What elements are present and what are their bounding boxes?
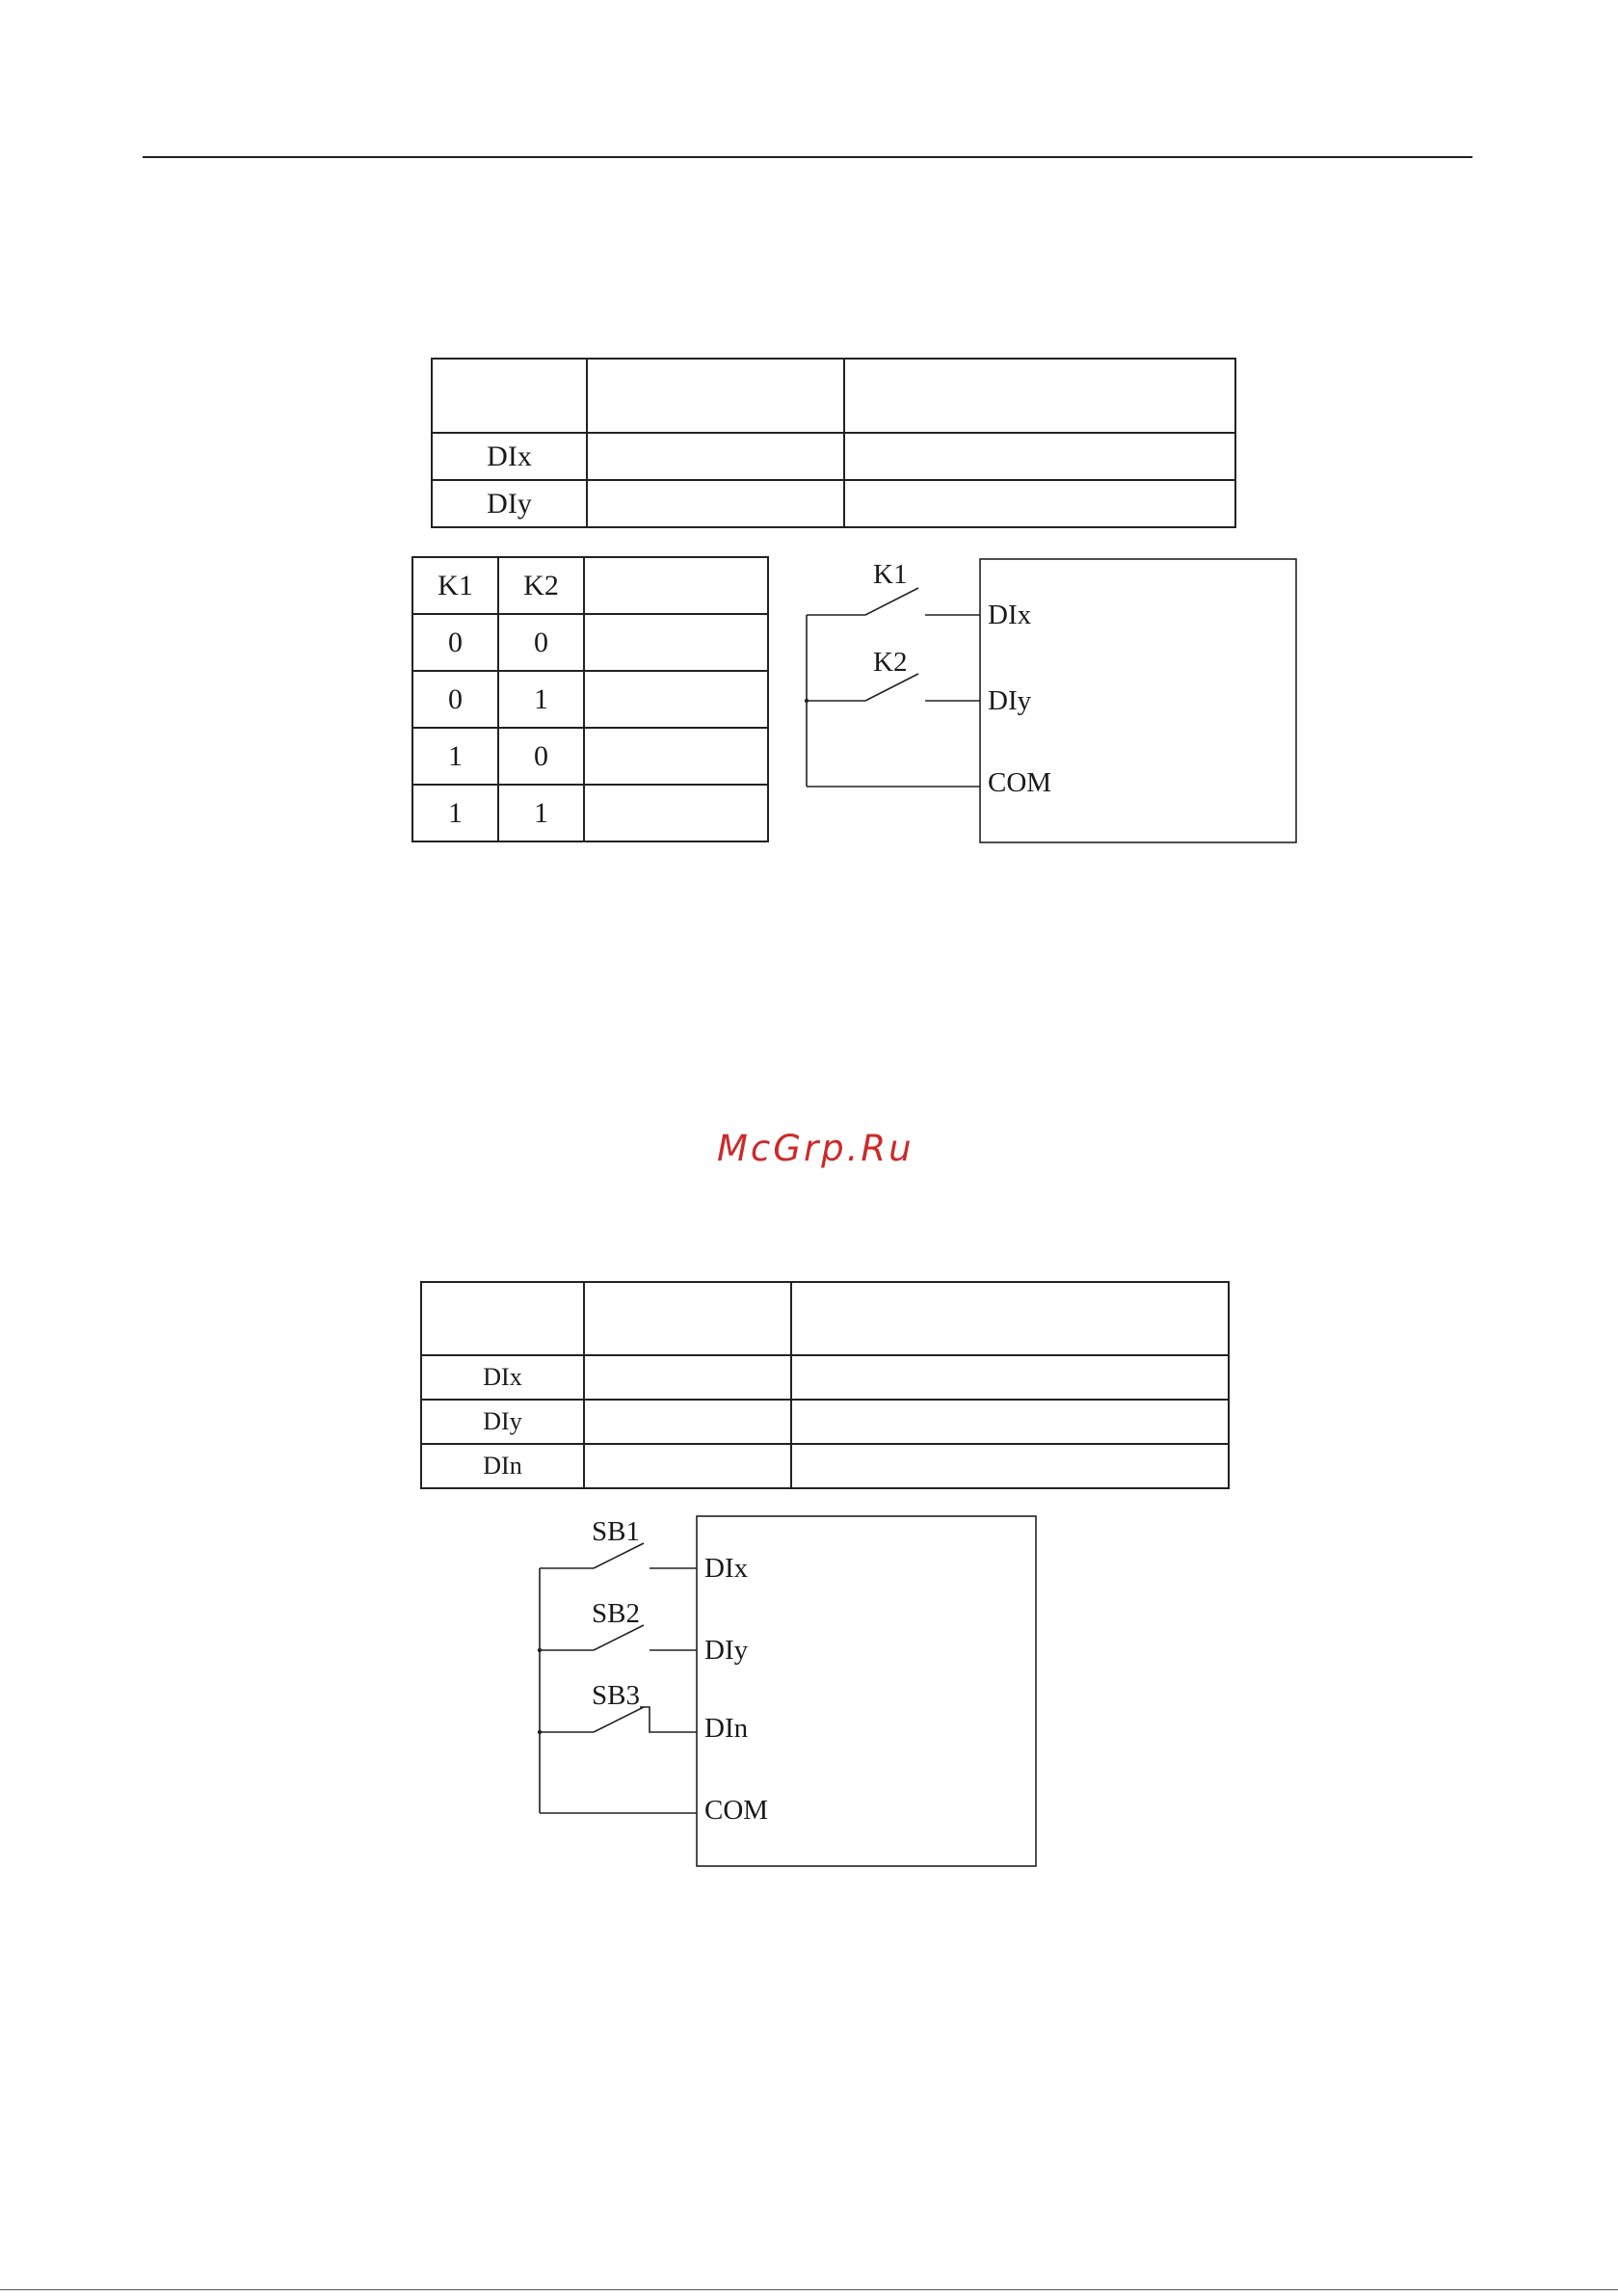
watermark: McGrp.Ru xyxy=(717,1128,915,1169)
truth-table-header-cell: K2 xyxy=(498,557,584,614)
table-cell xyxy=(791,1355,1229,1400)
table-row xyxy=(421,1444,1229,1488)
table-2-header-cell xyxy=(791,1282,1229,1355)
table-row xyxy=(421,1355,1229,1400)
table-cell: 0 xyxy=(498,614,584,671)
table-1-header xyxy=(432,359,1235,433)
table-cell xyxy=(584,1400,791,1444)
table-2-header-cell xyxy=(421,1282,584,1355)
terminal-com: COM xyxy=(704,1795,769,1826)
switch-label-sb2: SB2 xyxy=(592,1598,640,1629)
table-row xyxy=(412,785,768,841)
table-cell: DIx xyxy=(421,1355,584,1400)
terminal-din: DIn xyxy=(704,1713,749,1744)
terminal-com: COM xyxy=(988,767,1052,798)
table-cell: 1 xyxy=(412,728,498,785)
table-cell: 1 xyxy=(412,785,498,841)
switch-label-sb1: SB1 xyxy=(592,1516,640,1547)
header-rule xyxy=(143,156,1472,158)
table-1 xyxy=(431,358,1236,528)
table-cell xyxy=(587,433,844,480)
table-cell: DIy xyxy=(432,480,587,527)
table-row xyxy=(412,614,768,671)
table-cell: DIy xyxy=(421,1400,584,1444)
table-1-header-cell xyxy=(432,359,587,433)
table-cell xyxy=(584,614,768,671)
truth-table-header-cell: K1 xyxy=(412,557,498,614)
table-cell xyxy=(791,1444,1229,1488)
wiring-diagram-2 xyxy=(520,1504,1041,1880)
table-2-header-cell xyxy=(584,1282,791,1355)
table-cell: 1 xyxy=(498,671,584,728)
table-cell: 0 xyxy=(412,614,498,671)
table-row xyxy=(432,433,1235,480)
table-row xyxy=(432,480,1235,527)
table-cell xyxy=(584,1444,791,1488)
junction-dot xyxy=(538,1648,542,1652)
terminal-diy: DIy xyxy=(988,685,1032,716)
terminal-diy: DIy xyxy=(704,1635,749,1666)
table-cell xyxy=(584,1355,791,1400)
table-cell xyxy=(844,433,1235,480)
table-cell xyxy=(587,480,844,527)
switch-label-k2: K2 xyxy=(873,647,908,678)
wiring-diagram-1 xyxy=(790,549,1311,848)
table-cell: DIx xyxy=(432,433,587,480)
table-cell: 1 xyxy=(498,785,584,841)
terminal-dix: DIx xyxy=(988,600,1032,630)
table-cell xyxy=(584,671,768,728)
table-1-header-cell xyxy=(587,359,844,433)
table-cell xyxy=(584,785,768,841)
junction-dot xyxy=(538,1730,542,1734)
truth-table-header xyxy=(412,557,768,614)
switch-label-sb3: SB3 xyxy=(592,1680,640,1711)
table-cell: 0 xyxy=(412,671,498,728)
table-cell xyxy=(584,728,768,785)
switch-label-k1: K1 xyxy=(873,559,908,590)
table-2 xyxy=(420,1281,1230,1489)
table-cell: 0 xyxy=(498,728,584,785)
table-cell xyxy=(791,1400,1229,1444)
truth-table-header-cell xyxy=(584,557,768,614)
terminal-dix: DIx xyxy=(704,1553,749,1584)
table-row xyxy=(412,728,768,785)
switch-k2-contact xyxy=(865,674,918,701)
table-cell xyxy=(844,480,1235,527)
table-row xyxy=(412,671,768,728)
footer-rule xyxy=(0,2289,1618,2290)
truth-table xyxy=(411,556,769,842)
switch-k1-contact xyxy=(865,588,918,615)
junction-dot xyxy=(805,699,809,703)
table-1-header-cell xyxy=(844,359,1235,433)
table-row xyxy=(421,1400,1229,1444)
table-cell: DIn xyxy=(421,1444,584,1488)
table-2-header xyxy=(421,1282,1229,1355)
